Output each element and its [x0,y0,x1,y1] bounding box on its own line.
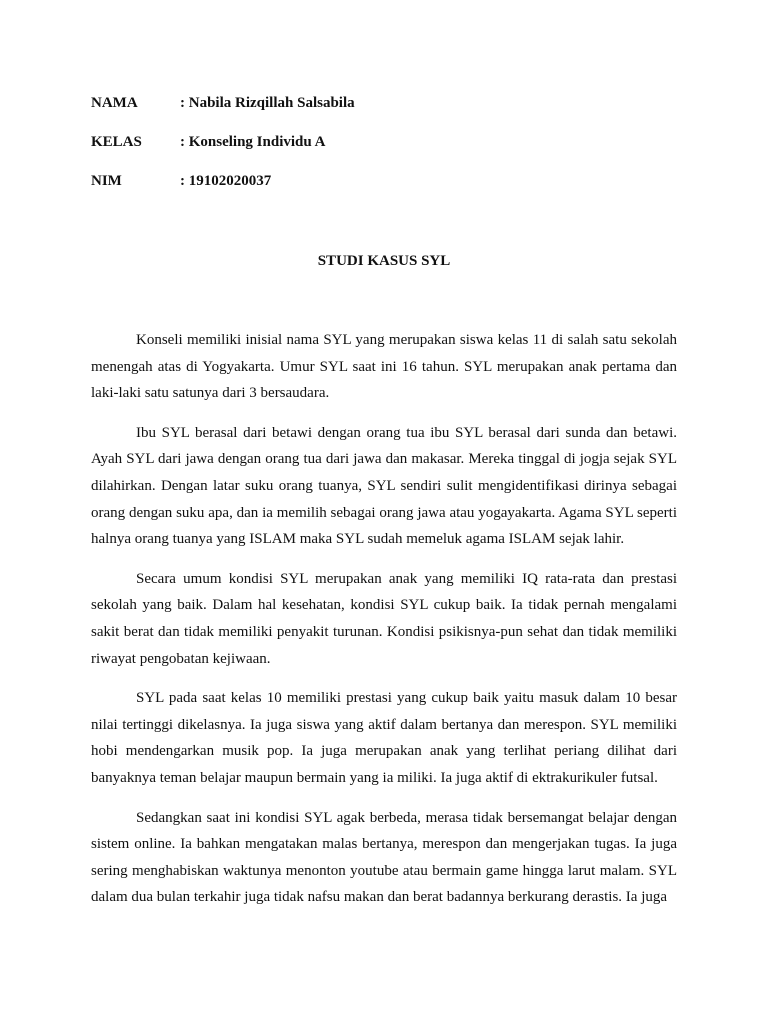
info-value: : Nabila Rizqillah Salsabila [180,95,355,111]
paragraph: Konseli memiliki inisial nama SYL yang merupakan siswa kelas 11 di salah satu sekolah menengah atas di Yogyakarta. Umur SYL saat ini 16 tahun. SYL merupakan anak pertama dan laki-laki satu satunya dari 3 bersaudara. [91,332,677,402]
info-row-nama [91,92,691,114]
info-row-nim [91,170,691,192]
info-row-kelas [91,131,691,153]
info-label: NIM [91,173,122,189]
info-value: : 19102020037 [180,173,272,189]
paragraph: Ibu SYL berasal dari betawi dengan orang tua ibu SYL berasal dari sunda dan betawi. Ayah SYL dari jawa dengan orang tua dari jawa dan makasar. Mereka tinggal di jogja sejak SYL dilahirkan. Dengan latar suku orang tuanya, SYL sendiri sulit mengidentifikasi dirinya sebagai orang dengan suku apa, dan ia memilih sebagai orang jawa atau yogayakarta. Agama SYL seperti halnya orang tuanya yang ISLAM maka SYL sudah memeluk agama ISLAM sejak lahir. [91,424,677,548]
body-text [91,327,677,924]
paragraph: SYL pada saat kelas 10 memiliki prestasi yang cukup baik yaitu masuk dalam 10 besar nilai tertinggi dikelasnya. Ia juga siswa yang aktif dalam bertanya dan merespon. SYL memiliki hobi mendengarkan musik pop. Ia juga merupakan anak yang terlihat periang dilihat dari banyaknya teman belajar maupun bermain yang ia miliki. Ia juga aktif di ektrakurikuler futsal. [91,690,677,786]
info-value: : Konseling Individu A [180,134,326,150]
document-title: STUDI KASUS SYL [317,253,451,269]
student-info [91,92,691,209]
info-label: NAMA [91,95,138,111]
paragraph: Sedangkan saat ini kondisi SYL agak berbeda, merasa tidak bersemangat belajar dengan sistem online. Ia bahkan mengatakan malas bertanya, merespon dan mengerjakan tugas. Ia juga sering menghabiskan waktunya menonton youtube atau bermain game hingga larut malam. SYL dalam dua bulan terkahir juga tidak nafsu makan dan berat badannya berkurang derastis. Ia juga [91,809,677,906]
info-label: KELAS [91,134,142,150]
paragraph: Secara umum kondisi SYL merupakan anak yang memiliki IQ rata-rata dan prestasi sekolah yang baik. Dalam hal kesehatan, kondisi SYL cukup baik. Ia tidak pernah mengalami sakit berat dan tidak memiliki penyakit turunan. Kondisi psikisnya-pun sehat dan tidak memiliki riwayat pengobatan kejiwaan. [91,570,677,667]
